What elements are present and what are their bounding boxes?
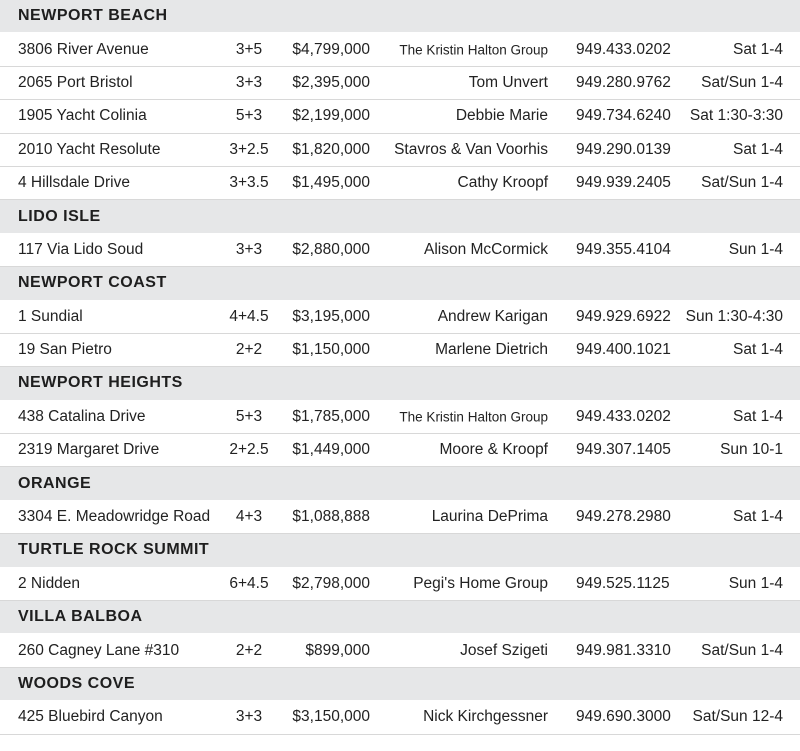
open-house-time-cell: Sun 10-1 [720, 441, 783, 459]
phone-cell: 949.400.1021 [576, 341, 671, 359]
open-house-time-cell: Sat 1-4 [733, 508, 783, 526]
bed-bath-cell: 6+4.5 [229, 574, 269, 592]
address-cell: 1 Sundial [18, 307, 83, 325]
listing-row [0, 501, 800, 534]
phone-cell: 949.433.0202 [576, 407, 671, 425]
bed-bath-cell: 4+4.5 [229, 307, 269, 325]
agent-cell: The Kristin Halton Group [399, 409, 548, 425]
open-house-time-cell: Sat/Sun 12-4 [692, 708, 783, 726]
open-house-time-cell: Sat 1-4 [733, 140, 783, 158]
address-cell: 2065 Port Bristol [18, 73, 133, 91]
section-header: TURTLE ROCK SUMMIT [0, 534, 800, 567]
phone-cell: 949.939.2405 [576, 174, 671, 192]
phone-cell: 949.355.4104 [576, 240, 671, 258]
listing-row [0, 701, 800, 734]
agent-cell: Pegi's Home Group [413, 574, 548, 592]
phone-cell: 949.734.6240 [576, 107, 671, 125]
listing-row [0, 100, 800, 133]
price-cell: $2,395,000 [292, 73, 370, 91]
listing-row [0, 134, 800, 167]
section-header: WOODS COVE [0, 668, 800, 701]
address-cell: 2 Nidden [18, 574, 81, 592]
section-header: NEWPORT HEIGHTS [0, 367, 800, 400]
listing-row [0, 334, 800, 367]
listing-row [0, 33, 800, 66]
address-cell: 1905 Yacht Colinia [18, 107, 147, 125]
section-header: ORANGE [0, 467, 800, 500]
bed-bath-cell: 5+3 [235, 107, 263, 125]
agent-cell: Marlene Dietrich [435, 341, 548, 359]
bed-bath-cell: 2+2 [235, 641, 263, 659]
address-cell: 2319 Margaret Drive [18, 441, 160, 459]
bed-bath-cell: 2+2 [235, 341, 263, 359]
open-house-time-cell: Sat 1-4 [733, 407, 783, 425]
open-house-time-cell: Sat/Sun 1-4 [701, 174, 783, 192]
agent-cell: Moore & Kroopf [439, 441, 548, 459]
price-cell: $2,199,000 [292, 107, 370, 125]
price-cell: $1,088,888 [292, 508, 370, 526]
price-cell: $4,799,000 [292, 40, 370, 58]
address-cell: 438 Catalina Drive [18, 407, 146, 425]
address-cell: 260 Cagney Lane #310 [18, 641, 180, 659]
address-cell: 3806 River Avenue [18, 40, 149, 58]
bed-bath-cell: 3+2.5 [229, 140, 269, 158]
bed-bath-cell: 3+3.5 [229, 174, 269, 192]
address-cell: 19 San Pietro [18, 341, 112, 359]
agent-cell: Alison McCormick [423, 240, 548, 258]
phone-cell: 949.280.9762 [576, 73, 671, 91]
price-cell: $3,150,000 [292, 708, 370, 726]
section-header: VILLA BALBOA [0, 601, 800, 634]
phone-cell: 949.690.3000 [576, 708, 671, 726]
address-cell: 2010 Yacht Resolute [18, 140, 161, 158]
phone-cell: 949.278.2980 [576, 508, 671, 526]
address-cell: 3304 E. Meadowridge Road [18, 508, 211, 526]
agent-cell: Andrew Karigan [437, 307, 548, 325]
open-house-time-cell: Sun 1-4 [728, 240, 783, 258]
listing-row [0, 634, 800, 667]
open-house-time-cell: Sat/Sun 1-4 [701, 641, 783, 659]
price-cell: $1,820,000 [292, 140, 370, 158]
agent-cell: Josef Szigeti [460, 641, 548, 659]
bed-bath-cell: 4+3 [235, 508, 263, 526]
phone-cell: 949.929.6922 [576, 307, 671, 325]
price-cell: $2,798,000 [292, 574, 370, 592]
listing-row [0, 301, 800, 334]
open-house-time-cell: Sun 1:30-4:30 [685, 307, 783, 325]
phone-cell: 949.981.3310 [576, 641, 671, 659]
price-cell: $899,000 [305, 641, 370, 659]
listing-row [0, 434, 800, 467]
listing-row [0, 234, 800, 267]
price-cell: $1,495,000 [292, 174, 370, 192]
bed-bath-cell: 3+3 [235, 708, 263, 726]
agent-cell: Cathy Kroopf [457, 174, 548, 192]
open-house-time-cell: Sun 1-4 [728, 574, 783, 592]
bed-bath-cell: 5+3 [235, 407, 263, 425]
address-cell: 117 Via Lido Soud [18, 240, 144, 258]
open-house-time-cell: Sat 1:30-3:30 [689, 107, 783, 125]
price-cell: $3,195,000 [292, 307, 370, 325]
agent-cell: Laurina DePrima [431, 508, 548, 526]
price-cell: $1,150,000 [292, 341, 370, 359]
section-header: NEWPORT COAST [0, 267, 800, 300]
phone-cell: 949.307.1405 [576, 441, 671, 459]
address-cell: 4 Hillsdale Drive [18, 174, 130, 192]
agent-cell: Stavros & Van Voorhis [394, 140, 548, 158]
open-house-time-cell: Sat 1-4 [733, 40, 783, 58]
bed-bath-cell: 3+5 [235, 40, 263, 58]
listing-row [0, 401, 800, 434]
listing-row [0, 568, 800, 601]
listing-row [0, 167, 800, 200]
open-house-time-cell: Sat/Sun 1-4 [701, 73, 783, 91]
bed-bath-cell: 3+3 [235, 73, 263, 91]
listing-row [0, 67, 800, 100]
section-header: NEWPORT BEACH [0, 0, 800, 33]
phone-cell: 949.525.1125 [576, 574, 670, 592]
agent-cell: Tom Unvert [468, 73, 548, 91]
price-cell: $1,449,000 [292, 441, 370, 459]
price-cell: $1,785,000 [292, 407, 370, 425]
open-house-time-cell: Sat 1-4 [733, 341, 783, 359]
price-cell: $2,880,000 [292, 240, 370, 258]
bed-bath-cell: 2+2.5 [229, 441, 269, 459]
phone-cell: 949.433.0202 [576, 40, 671, 58]
agent-cell: Debbie Marie [455, 107, 548, 125]
phone-cell: 949.290.0139 [576, 140, 671, 158]
agent-cell: Nick Kirchgessner [423, 708, 548, 726]
address-cell: 425 Bluebird Canyon [18, 708, 163, 726]
section-header: LIDO ISLE [0, 200, 800, 233]
agent-cell: The Kristin Halton Group [399, 42, 548, 58]
bed-bath-cell: 3+3 [235, 240, 263, 258]
